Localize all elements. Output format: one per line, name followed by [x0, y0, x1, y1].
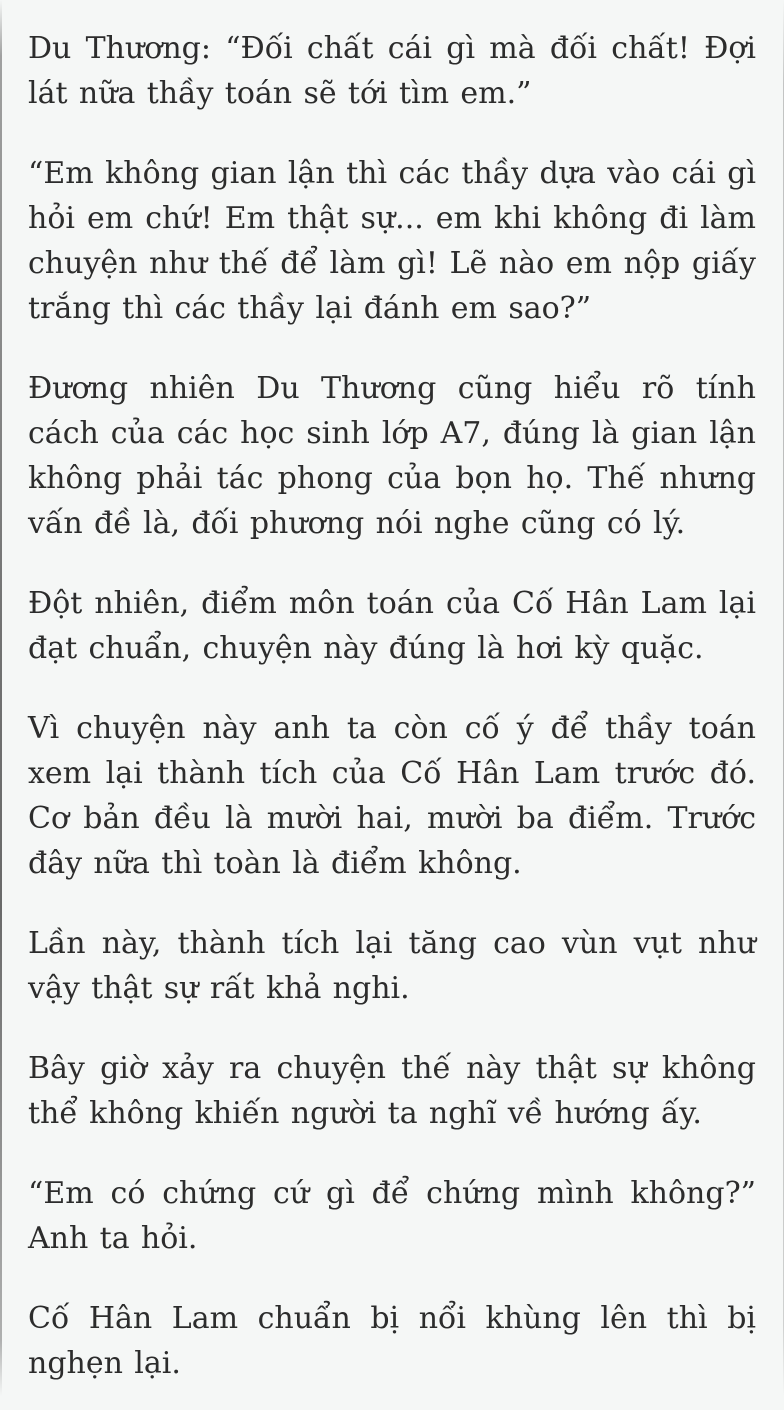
paragraph: Cố Hân Lam chuẩn bị nổi khùng lên thì bị nghẹn lại.	[28, 1301, 756, 1381]
paragraph: “Em có chứng cứ gì để chứng mình không?” Anh ta hỏi.	[28, 1176, 756, 1256]
paragraph: Đột nhiên, điểm môn toán của Cố Hân Lam lại đạt chuẩn, chuyện này đúng là hơi kỳ quặc.	[28, 586, 756, 666]
paragraph: Đương nhiên Du Thương cũng hiểu rõ tính cách của các học sinh lớp A7, đúng là gian lận không phải tác phong của bọn họ. Thế nhưng vấn đề là, đối phương nói nghe cũng có lý.	[28, 371, 756, 541]
paragraph: “Em không gian lận thì các thầy dựa vào cái gì hỏi em chứ! Em thật sự... em khi không đi làm chuyện như thế để làm gì! Lẽ nào em nộp giấy trắng thì các thầy lại đánh em sao?”	[28, 156, 756, 326]
paragraph: Lần này, thành tích lại tăng cao vùn vụt như vậy thật sự rất khả nghi.	[28, 926, 756, 1006]
paragraph: Vì chuyện này anh ta còn cố ý để thầy toán xem lại thành tích của Cố Hân Lam trước đó. Cơ bản đều là mười hai, mười ba điểm. Trước đây nữa thì toàn là điểm không.	[28, 711, 756, 881]
paragraph: Du Thương: “Đối chất cái gì mà đối chất! Đợi lát nữa thầy toán sẽ tới tìm em.”	[28, 31, 756, 111]
paragraph: Bây giờ xảy ra chuyện thế này thật sự không thể không khiến người ta nghĩ về hướng ấy.	[28, 1051, 756, 1131]
